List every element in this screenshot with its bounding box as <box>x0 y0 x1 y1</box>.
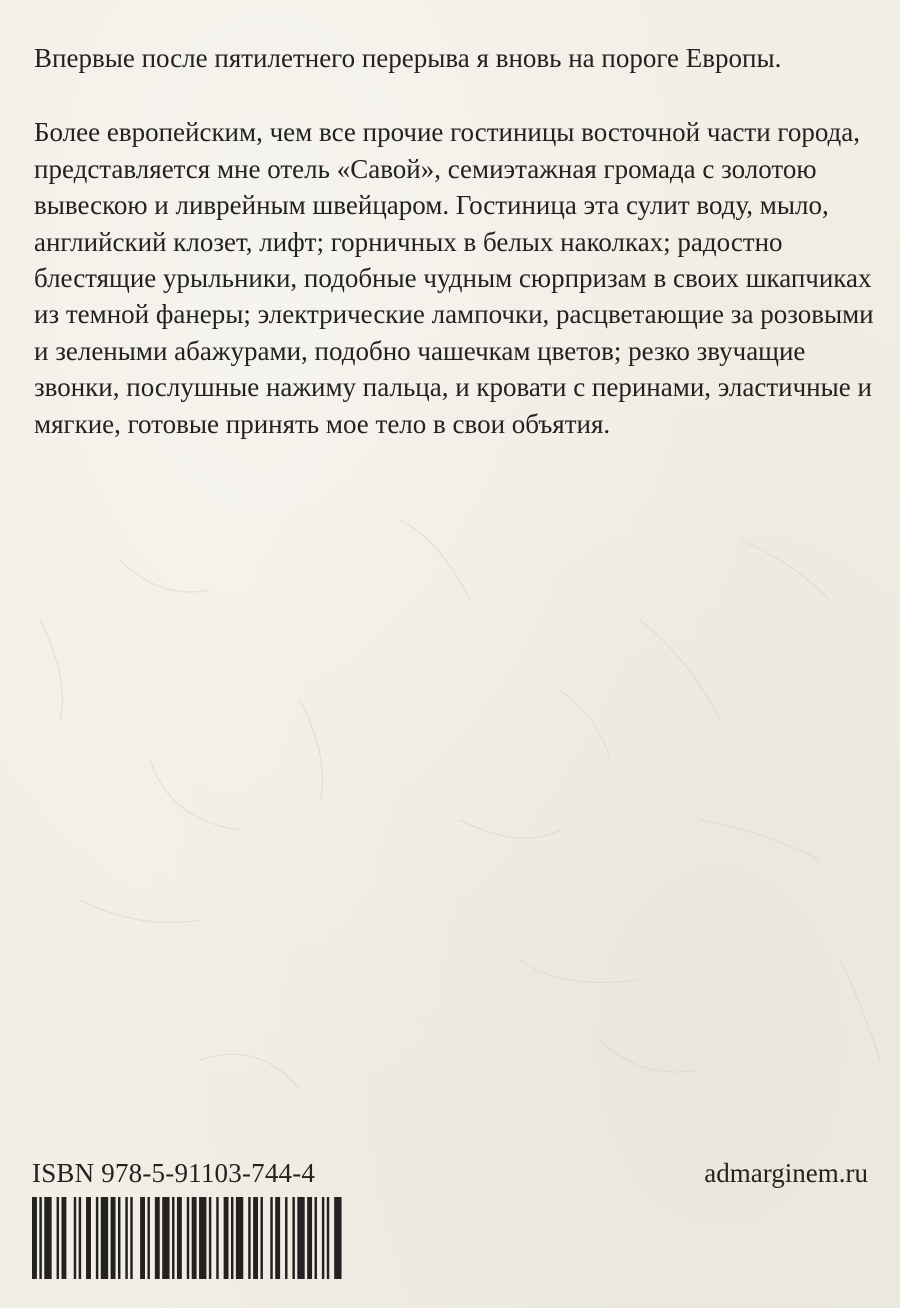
barcode-bar <box>177 1197 182 1279</box>
barcode-bar <box>39 1197 41 1279</box>
barcode-bar <box>57 1197 59 1279</box>
barcode-bar <box>32 1197 37 1279</box>
barcode-bar <box>334 1197 341 1279</box>
barcode-bar <box>216 1197 218 1279</box>
barcode-bar <box>327 1197 329 1279</box>
barcode-bar <box>101 1197 108 1279</box>
barcode-bar <box>297 1197 304 1279</box>
barcode-bar <box>209 1197 211 1279</box>
barcode-bar <box>74 1197 76 1279</box>
barcode-bar <box>96 1197 98 1279</box>
barcode-bar <box>322 1197 324 1279</box>
barcode-bar <box>79 1197 81 1279</box>
barcode-bar <box>130 1197 132 1279</box>
barcode-bar <box>248 1197 250 1279</box>
barcode-bar <box>172 1197 174 1279</box>
barcode-bar <box>147 1197 149 1279</box>
barcode-bar <box>162 1197 169 1279</box>
barcode-bar <box>199 1197 206 1279</box>
barcode-bar <box>253 1197 258 1279</box>
barcode-bar <box>44 1197 51 1279</box>
barcode-bar <box>307 1197 312 1279</box>
paragraph-1: Впервые после пятилетнего перерыва я вновь на пороге Европы. <box>34 43 782 73</box>
barcode-bar <box>140 1197 145 1279</box>
barcode-bar <box>260 1197 262 1279</box>
paragraph-2: Более европейским, чем все прочие гостиницы восточной части города, представляется мне отель «Савой», семиэтажная громада с золотою вывескою и ливрейным швейцаром. Гостиница эта сулит воду, мыло, английский клозет, лифт; горничных в белых наколках; радостно блестящие урыльники, подобные чудным сюрпризам в своих шкапчиках из темной фанеры; электрические лампочки, расцветающие за розовыми и зелеными абажурами, подобно чашечкам цветов; резко звучащие звонки, послушные нажиму пальца, и кровати с перинами, эластичные и мягкие, готовые принять мое тело в свои объятия. <box>34 117 874 439</box>
barcode-bar <box>315 1197 317 1279</box>
body-text <box>34 40 874 442</box>
barcode-bar <box>118 1197 120 1279</box>
barcode-bar <box>155 1197 160 1279</box>
barcode-bar <box>292 1197 294 1279</box>
barcode-bar <box>192 1197 197 1279</box>
barcode-bar <box>270 1197 272 1279</box>
barcode-bar <box>111 1197 116 1279</box>
publisher-website: admarginem.ru <box>704 1158 868 1188</box>
isbn-label: ISBN 978-5-91103-744-4 <box>32 1158 316 1188</box>
barcode-bar <box>86 1197 91 1279</box>
barcode-bar <box>224 1197 229 1279</box>
barcode-bar <box>61 1197 66 1279</box>
barcode-bar <box>285 1197 287 1279</box>
barcode-bar <box>125 1197 127 1279</box>
barcode-bar <box>231 1197 233 1279</box>
barcode-bar <box>187 1197 189 1279</box>
barcode-bar <box>236 1197 243 1279</box>
barcode-bar <box>275 1197 280 1279</box>
isbn-barcode <box>32 1197 344 1279</box>
